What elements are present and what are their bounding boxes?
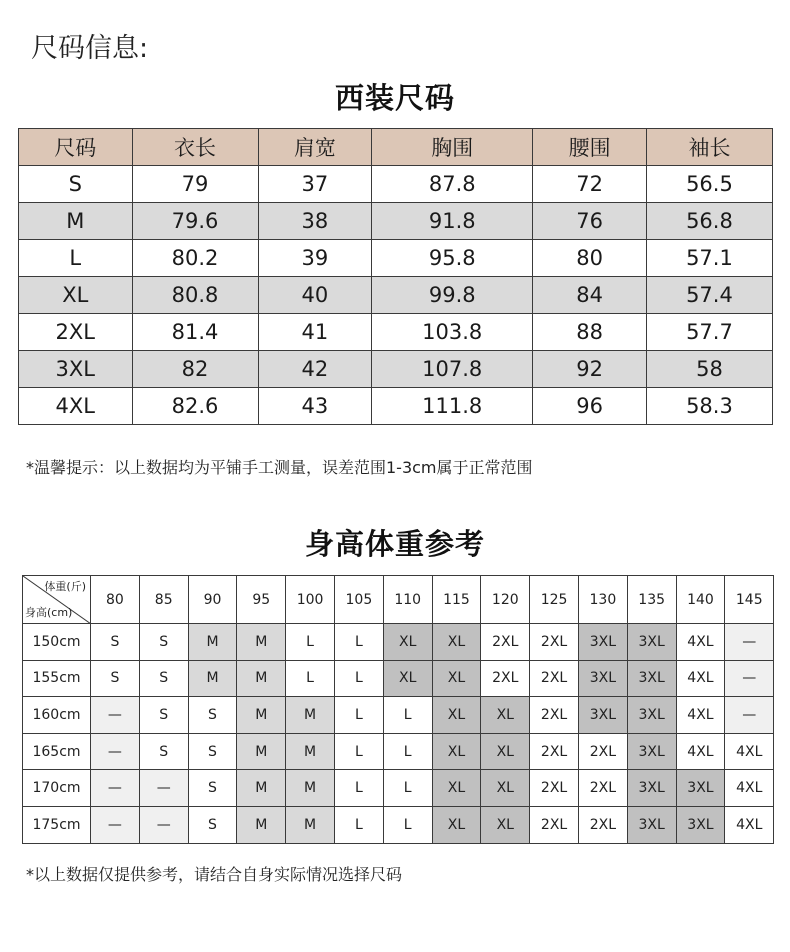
corner-height-label: 身高(cm) <box>25 606 73 619</box>
recommended-size-cell: 4XL <box>725 733 774 770</box>
measurement-cell: 87.8 <box>372 166 533 203</box>
height-label-cell: 175cm <box>23 806 91 843</box>
measurement-cell: 58.3 <box>646 388 772 425</box>
weight-header-cell: 135 <box>627 576 676 624</box>
height-label-cell: 150cm <box>23 624 91 661</box>
ref-row <box>23 806 774 843</box>
recommended-size-cell: L <box>334 660 383 697</box>
height-weight-table <box>22 575 774 844</box>
recommended-size-cell: M <box>188 660 237 697</box>
recommended-size-cell: 4XL <box>725 806 774 843</box>
size-row <box>19 166 773 203</box>
recommended-size-cell: L <box>383 770 432 807</box>
recommended-size-cell: 3XL <box>676 806 725 843</box>
recommended-size-cell: L <box>383 697 432 734</box>
measurement-cell: 92 <box>533 351 647 388</box>
size-table-header-row <box>19 129 773 166</box>
measurement-cell: 58 <box>646 351 772 388</box>
measurement-cell: 107.8 <box>372 351 533 388</box>
weight-header-cell: 85 <box>139 576 188 624</box>
measurement-cell: 57.1 <box>646 240 772 277</box>
corner-cell <box>23 576 91 624</box>
size-table <box>18 128 773 425</box>
recommended-size-cell: 2XL <box>530 806 579 843</box>
recommended-size-cell: — <box>139 806 188 843</box>
recommended-size-cell: L <box>286 660 335 697</box>
recommended-size-cell: 2XL <box>530 733 579 770</box>
measurement-cell: 80.8 <box>132 277 258 314</box>
recommended-size-cell: 4XL <box>676 733 725 770</box>
size-row <box>19 351 773 388</box>
recommended-size-cell: — <box>91 806 140 843</box>
recommended-size-cell: — <box>725 660 774 697</box>
recommended-size-cell: — <box>91 733 140 770</box>
recommended-size-cell: XL <box>432 770 481 807</box>
weight-header-cell: 140 <box>676 576 725 624</box>
weight-header-cell: 120 <box>481 576 530 624</box>
recommended-size-cell: L <box>334 733 383 770</box>
header-cell: 肩宽 <box>258 129 372 166</box>
recommended-size-cell: S <box>139 624 188 661</box>
recommended-size-cell: M <box>237 624 286 661</box>
height-label-cell: 160cm <box>23 697 91 734</box>
weight-header-cell: 95 <box>237 576 286 624</box>
recommended-size-cell: S <box>139 660 188 697</box>
header-cell: 尺码 <box>19 129 133 166</box>
recommended-size-cell: 2XL <box>530 624 579 661</box>
recommended-size-cell: XL <box>481 697 530 734</box>
measurement-cell: 96 <box>533 388 647 425</box>
recommended-size-cell: XL <box>432 660 481 697</box>
size-row <box>19 240 773 277</box>
size-label-cell: 4XL <box>19 388 133 425</box>
corner-weight-label: 体重(斤) <box>44 580 86 593</box>
recommended-size-cell: S <box>188 806 237 843</box>
size-label-cell: 2XL <box>19 314 133 351</box>
recommended-size-cell: S <box>188 770 237 807</box>
recommended-size-cell: XL <box>432 624 481 661</box>
measurement-cell: 38 <box>258 203 372 240</box>
recommended-size-cell: M <box>237 660 286 697</box>
measurement-cell: 95.8 <box>372 240 533 277</box>
recommended-size-cell: XL <box>481 806 530 843</box>
recommended-size-cell: S <box>91 624 140 661</box>
measurement-cell: 41 <box>258 314 372 351</box>
ref-row <box>23 697 774 734</box>
size-table-title: 西装尺码 <box>334 81 455 115</box>
recommended-size-cell: 3XL <box>578 624 627 661</box>
measurement-cell: 103.8 <box>372 314 533 351</box>
measurement-note: *温馨提示：以上数据均为平铺手工测量，误差范围1-3cm属于正常范围 <box>26 458 533 477</box>
recommended-size-cell: S <box>188 733 237 770</box>
measurement-cell: 37 <box>258 166 372 203</box>
ref-row <box>23 770 774 807</box>
measurement-cell: 40 <box>258 277 372 314</box>
recommended-size-cell: 3XL <box>627 697 676 734</box>
measurement-cell: 80.2 <box>132 240 258 277</box>
recommended-size-cell: — <box>725 697 774 734</box>
weight-header-cell: 130 <box>578 576 627 624</box>
weight-header-cell: 115 <box>432 576 481 624</box>
recommended-size-cell: M <box>286 806 335 843</box>
recommended-size-cell: XL <box>383 624 432 661</box>
recommended-size-cell: M <box>286 733 335 770</box>
recommended-size-cell: S <box>139 733 188 770</box>
weight-header-cell: 100 <box>286 576 335 624</box>
measurement-cell: 57.7 <box>646 314 772 351</box>
measurement-cell: 82.6 <box>132 388 258 425</box>
header-cell: 袖长 <box>646 129 772 166</box>
recommended-size-cell: 3XL <box>627 624 676 661</box>
recommended-size-cell: M <box>237 697 286 734</box>
recommended-size-cell: 4XL <box>676 660 725 697</box>
size-label-cell: L <box>19 240 133 277</box>
recommended-size-cell: M <box>237 806 286 843</box>
recommended-size-cell: S <box>139 697 188 734</box>
recommended-size-cell: XL <box>432 733 481 770</box>
recommended-size-cell: M <box>237 770 286 807</box>
size-row <box>19 314 773 351</box>
measurement-cell: 42 <box>258 351 372 388</box>
recommended-size-cell: 4XL <box>676 624 725 661</box>
recommended-size-cell: 3XL <box>578 697 627 734</box>
header-cell: 腰围 <box>533 129 647 166</box>
recommended-size-cell: 2XL <box>530 660 579 697</box>
recommended-size-cell: — <box>139 770 188 807</box>
measurement-cell: 84 <box>533 277 647 314</box>
recommended-size-cell: XL <box>383 660 432 697</box>
height-label-cell: 155cm <box>23 660 91 697</box>
recommended-size-cell: 2XL <box>481 624 530 661</box>
weight-header-cell: 80 <box>91 576 140 624</box>
recommended-size-cell: 3XL <box>676 770 725 807</box>
recommended-size-cell: L <box>334 624 383 661</box>
reference-note: *以上数据仅提供参考，请结合自身实际情况选择尺码 <box>26 865 403 884</box>
measurement-cell: 88 <box>533 314 647 351</box>
weight-header-cell: 145 <box>725 576 774 624</box>
size-label-cell: 3XL <box>19 351 133 388</box>
size-label-cell: M <box>19 203 133 240</box>
measurement-cell: 111.8 <box>372 388 533 425</box>
size-row <box>19 277 773 314</box>
recommended-size-cell: 3XL <box>627 660 676 697</box>
height-label-cell: 170cm <box>23 770 91 807</box>
recommended-size-cell: 3XL <box>578 660 627 697</box>
recommended-size-cell: S <box>188 697 237 734</box>
size-row <box>19 203 773 240</box>
recommended-size-cell: M <box>237 733 286 770</box>
size-row <box>19 388 773 425</box>
weight-header-cell: 125 <box>530 576 579 624</box>
recommended-size-cell: 4XL <box>725 770 774 807</box>
measurement-cell: 99.8 <box>372 277 533 314</box>
recommended-size-cell: M <box>286 697 335 734</box>
recommended-size-cell: 3XL <box>627 733 676 770</box>
measurement-cell: 79 <box>132 166 258 203</box>
measurement-cell: 56.8 <box>646 203 772 240</box>
ref-header-row <box>23 576 774 624</box>
weight-header-cell: 105 <box>334 576 383 624</box>
recommended-size-cell: XL <box>481 770 530 807</box>
height-label-cell: 165cm <box>23 733 91 770</box>
measurement-cell: 43 <box>258 388 372 425</box>
recommended-size-cell: M <box>188 624 237 661</box>
measurement-cell: 79.6 <box>132 203 258 240</box>
weight-header-cell: 110 <box>383 576 432 624</box>
recommended-size-cell: L <box>286 624 335 661</box>
recommended-size-cell: XL <box>481 733 530 770</box>
recommended-size-cell: M <box>286 770 335 807</box>
recommended-size-cell: L <box>334 770 383 807</box>
header-cell: 衣长 <box>132 129 258 166</box>
recommended-size-cell: 2XL <box>578 770 627 807</box>
size-label-cell: S <box>19 166 133 203</box>
recommended-size-cell: 2XL <box>578 806 627 843</box>
size-label-cell: XL <box>19 277 133 314</box>
measurement-cell: 39 <box>258 240 372 277</box>
recommended-size-cell: L <box>334 806 383 843</box>
weight-header-cell: 90 <box>188 576 237 624</box>
measurement-cell: 76 <box>533 203 647 240</box>
recommended-size-cell: L <box>383 733 432 770</box>
recommended-size-cell: 2XL <box>530 697 579 734</box>
measurement-cell: 72 <box>533 166 647 203</box>
recommended-size-cell: 2XL <box>578 733 627 770</box>
header-cell: 胸围 <box>372 129 533 166</box>
recommended-size-cell: XL <box>432 806 481 843</box>
recommended-size-cell: — <box>91 697 140 734</box>
measurement-cell: 82 <box>132 351 258 388</box>
recommended-size-cell: 2XL <box>530 770 579 807</box>
recommended-size-cell: 2XL <box>481 660 530 697</box>
recommended-size-cell: 4XL <box>676 697 725 734</box>
recommended-size-cell: — <box>725 624 774 661</box>
measurement-cell: 56.5 <box>646 166 772 203</box>
recommended-size-cell: L <box>383 806 432 843</box>
ref-table-title: 身高体重参考 <box>304 527 485 561</box>
measurement-cell: 57.4 <box>646 277 772 314</box>
recommended-size-cell: 3XL <box>627 806 676 843</box>
recommended-size-cell: S <box>91 660 140 697</box>
recommended-size-cell: L <box>334 697 383 734</box>
section-heading: 尺码信息: <box>31 33 149 64</box>
measurement-cell: 80 <box>533 240 647 277</box>
recommended-size-cell: 3XL <box>627 770 676 807</box>
ref-row <box>23 660 774 697</box>
ref-row <box>23 624 774 661</box>
measurement-cell: 91.8 <box>372 203 533 240</box>
recommended-size-cell: XL <box>432 697 481 734</box>
measurement-cell: 81.4 <box>132 314 258 351</box>
ref-row <box>23 733 774 770</box>
recommended-size-cell: — <box>91 770 140 807</box>
